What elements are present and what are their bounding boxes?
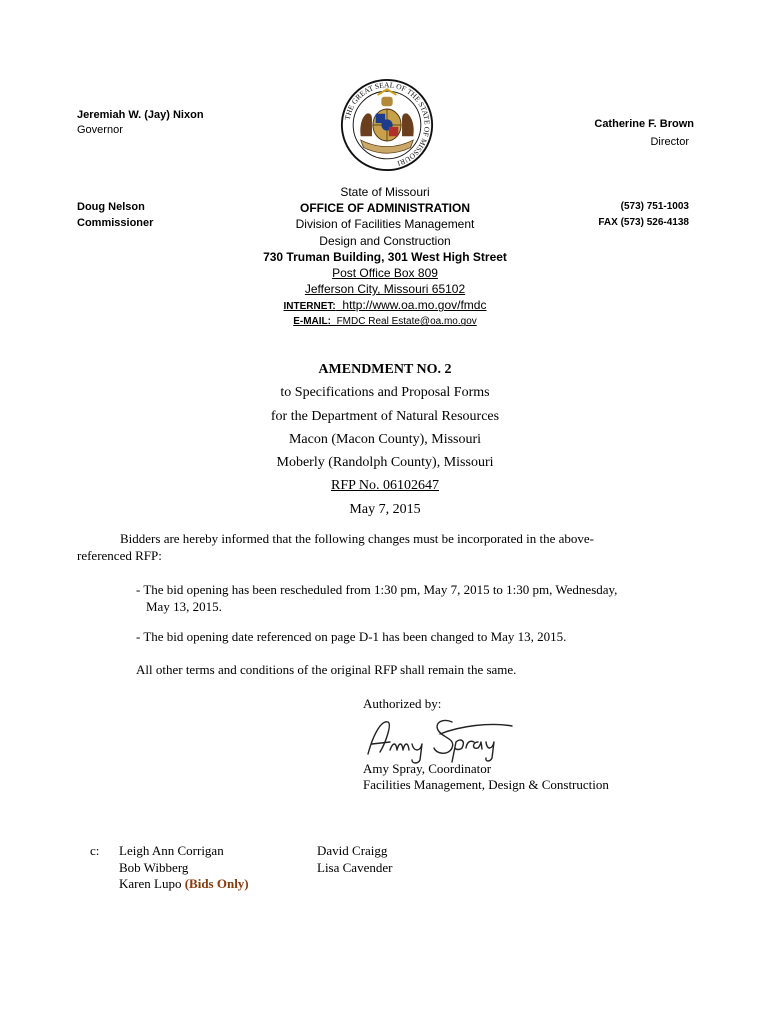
internet-label: INTERNET: <box>283 301 336 313</box>
office-info-block <box>235 184 535 329</box>
intro-line-1: Bidders are hereby informed that the following changes must be incorporated in the above- <box>120 531 594 546</box>
change-item-1-line-1: - The bid opening has been rescheduled from 1:30 pm, May 7, 2015 to 1:30 pm, Wednesday, <box>136 582 618 597</box>
amendment-line-4: Moberly (Randolph County), Missouri <box>276 455 494 471</box>
division-name: Division of Facilities Management <box>295 217 475 232</box>
email-label: E-MAIL: <box>293 316 331 328</box>
commissioner-title: Commissioner <box>77 217 154 229</box>
section-name: Design and Construction <box>319 233 451 248</box>
director-title: Director <box>650 136 689 148</box>
change-item-1-line-2: May 13, 2015. <box>146 599 222 614</box>
cc-recipient: Leigh Ann Corrigan <box>119 843 224 858</box>
authorized-by-label: Authorized by: <box>363 696 442 711</box>
cc-list-right <box>317 843 392 876</box>
bids-only-note: (Bids Only) <box>184 876 249 891</box>
state-name: State of Missouri <box>340 185 430 199</box>
intro-paragraph <box>77 530 677 564</box>
phone-number: (573) 751-1003 <box>620 201 689 212</box>
amendment-line-2: for the Department of Natural Resources <box>270 408 500 424</box>
commissioner-name: Doug Nelson <box>77 201 145 213</box>
governor-name: Jeremiah W. (Jay) Nixon <box>77 109 204 121</box>
governor-title: Governor <box>77 124 123 136</box>
signer-title: Facilities Management, Design & Construction <box>363 777 609 792</box>
change-item-1 <box>136 581 676 615</box>
amendment-title: AMENDMENT NO. 2 <box>318 362 452 377</box>
email-link[interactable]: FMDC Real Estate@oa.mo.gov <box>336 316 477 328</box>
amendment-line-3: Macon (Macon County), Missouri <box>288 431 482 447</box>
po-box: Post Office Box 809 <box>332 266 438 281</box>
fax-number: FAX (573) 526-4138 <box>598 217 689 228</box>
cc-recipient: David Craigg <box>317 843 388 858</box>
amendment-line-1: to Specifications and Proposal Forms <box>280 385 490 401</box>
terms-statement: All other terms and conditions of the original RFP shall remain the same. <box>136 662 517 677</box>
office-name: OFFICE OF ADMINISTRATION <box>300 201 470 216</box>
cc-list-left <box>119 843 249 893</box>
rfp-number: RFP No. 06102647 <box>330 478 439 494</box>
cc-recipient: Lisa Cavender <box>317 859 393 875</box>
cc-recipient: Bob Wibberg <box>119 859 189 875</box>
amendment-heading <box>200 358 570 521</box>
cc-recipient: Karen Lupo <box>119 876 182 891</box>
director-name: Catherine F. Brown <box>594 118 694 130</box>
cc-label: c: <box>90 843 100 858</box>
signer-name: Amy Spray, Coordinator <box>363 761 492 776</box>
intro-line-2: referenced RFP: <box>77 548 162 563</box>
street-address: 730 Truman Building, 301 West High Street <box>263 249 507 264</box>
change-item-2: - The bid opening date referenced on page D-1 has been changed to May 13, 2015. <box>136 629 567 644</box>
handwritten-signature <box>360 712 520 766</box>
city-state-zip: Jefferson City, Missouri 65102 <box>304 282 466 297</box>
seal-lettering: THE GREAT SEAL OF THE STATE OF MISSOURI <box>342 80 432 169</box>
website-link[interactable]: http://www.oa.mo.gov/fmdc <box>342 298 487 313</box>
missouri-state-seal <box>340 78 434 172</box>
amendment-date: May 7, 2015 <box>349 501 421 517</box>
